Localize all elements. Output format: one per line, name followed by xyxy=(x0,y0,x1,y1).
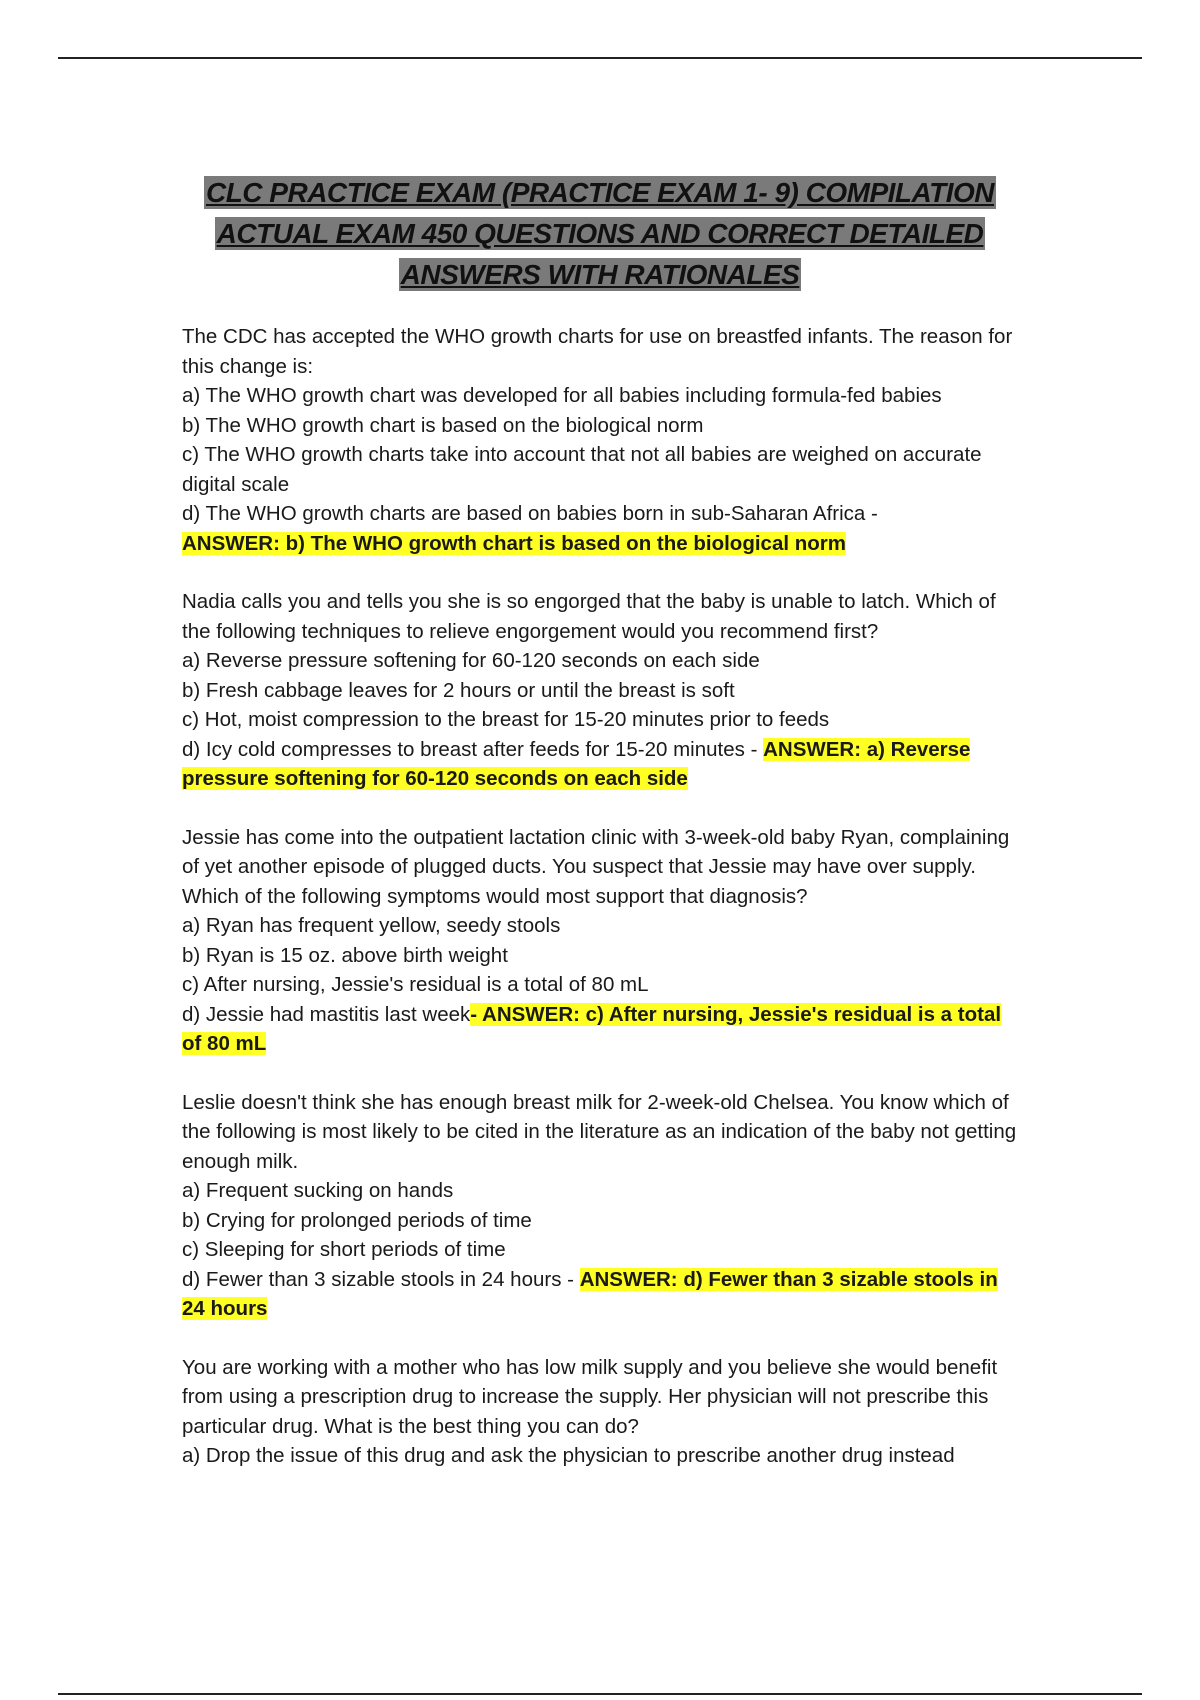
header-rule xyxy=(58,57,1142,59)
question-list xyxy=(182,322,1022,1500)
option-d xyxy=(182,1000,1022,1059)
question-2 xyxy=(182,587,1022,794)
answer-highlight: ANSWER: b) The WHO growth chart is based on the biological norm xyxy=(182,531,846,555)
question-5 xyxy=(182,1353,1022,1471)
option-a: a) Frequent sucking on hands xyxy=(182,1179,454,1202)
option-d-text: d) Fewer than 3 sizable stools in 24 hours - xyxy=(182,1267,574,1291)
option-d xyxy=(182,499,1022,558)
question-4 xyxy=(182,1088,1022,1324)
option-c: c) The WHO growth charts take into account that not all babies are weighed on accurate digital scale xyxy=(182,443,982,496)
option-b: b) Fresh cabbage leaves for 2 hours or until the breast is soft xyxy=(182,678,735,702)
question-stem: You are working with a mother who has low milk supply and you believe she would benefit from using a prescription drug to increase the supply. Her physician will not prescribe this particular drug. What is the best thing you can do? xyxy=(182,1355,998,1438)
question-1 xyxy=(182,322,1022,558)
option-d-text: d) Icy cold compresses to breast after feeds for 15-20 minutes - xyxy=(182,737,758,761)
option-c: c) After nursing, Jessie's residual is a total of 80 mL xyxy=(182,973,649,996)
option-a: a) Drop the issue of this drug and ask the physician to prescribe another drug instead xyxy=(182,1444,955,1467)
option-d-text: d) Jessie had mastitis last week xyxy=(182,1002,471,1026)
answer-highlight: ANSWER: a) Reverse pressure softening for 60-120 seconds on each side xyxy=(182,737,971,790)
option-d xyxy=(182,1265,1022,1324)
question-stem: Leslie doesn't think she has enough breast milk for 2-week-old Chelsea. You know which of the following is most likely to be cited in the literature as an indication of the baby not getting enough milk. xyxy=(182,1090,1017,1173)
option-c: c) Hot, moist compression to the breast for 15-20 minutes prior to feeds xyxy=(182,708,830,731)
option-a: a) The WHO growth chart was developed for all babies including formula-fed babies xyxy=(182,384,942,407)
option-a: a) Ryan has frequent yellow, seedy stools xyxy=(182,914,561,937)
answer-highlight: - ANSWER: c) After nursing, Jessie's residual is a total of 80 mL xyxy=(182,1002,1002,1055)
option-c: c) Sleeping for short periods of time xyxy=(182,1238,506,1261)
option-d xyxy=(182,735,1022,794)
option-a: a) Reverse pressure softening for 60-120 seconds on each side xyxy=(182,649,760,672)
title-line-2: ACTUAL EXAM 450 QUESTIONS AND CORRECT DETAILED xyxy=(216,218,984,249)
option-b: b) Ryan is 15 oz. above birth weight xyxy=(182,943,508,967)
title-line-3: ANSWERS WITH RATIONALES xyxy=(400,259,800,290)
option-b: b) Crying for prolonged periods of time xyxy=(182,1208,532,1232)
document-title xyxy=(140,172,1060,295)
question-stem: Jessie has come into the outpatient lactation clinic with 3-week-old baby Ryan, complaining of yet another episode of plugged ducts. You suspect that Jessie may have over supply. Which of the following symptoms would most support that diagnosis? xyxy=(182,825,1010,908)
question-3 xyxy=(182,823,1022,1059)
question-stem: The CDC has accepted the WHO growth charts for use on breastfed infants. The reason for this change is: xyxy=(182,325,1013,378)
option-d-text: d) The WHO growth charts are based on babies born in sub-Saharan Africa - xyxy=(182,502,878,525)
answer-highlight: ANSWER: d) Fewer than 3 sizable stools in 24 hours xyxy=(182,1267,998,1320)
option-b: b) The WHO growth chart is based on the biological norm xyxy=(182,413,704,437)
title-line-1: CLC PRACTICE EXAM (PRACTICE EXAM 1- 9) COMPILATION xyxy=(205,177,995,208)
question-stem: Nadia calls you and tells you she is so engorged that the baby is unable to latch. Which of the following techniques to relieve engorgement would you recommend first? xyxy=(182,590,996,643)
footer-rule xyxy=(58,1693,1142,1695)
